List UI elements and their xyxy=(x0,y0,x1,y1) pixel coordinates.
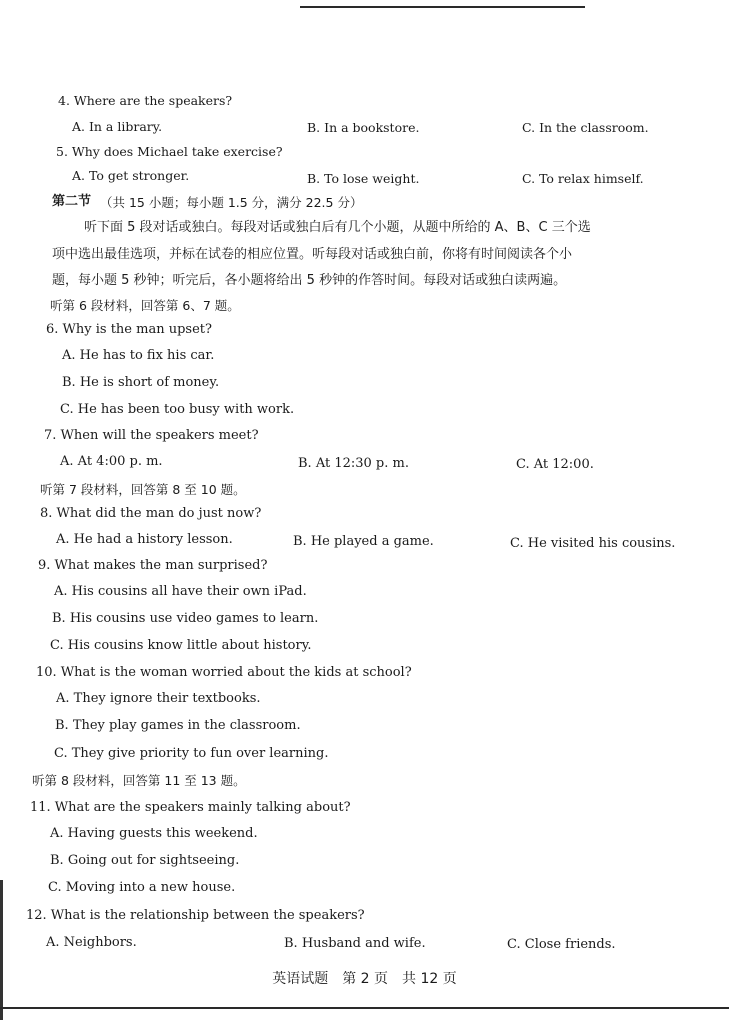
question-4-option-b: B. In a bookstore. xyxy=(307,120,420,135)
question-12-stem: 12. What is the relationship between the speakers? xyxy=(26,908,365,923)
question-9-option-a: A. His cousins all have their own iPad. xyxy=(54,584,307,599)
question-5-option-c: C. To relax himself. xyxy=(522,171,644,186)
question-5-option-b: B. To lose weight. xyxy=(307,171,420,186)
question-6-stem: 6. Why is the man upset? xyxy=(46,322,212,337)
question-7-stem: 7. When will the speakers meet? xyxy=(44,428,259,443)
question-10-option-b: B. They play games in the classroom. xyxy=(55,718,301,733)
question-6-option-b: B. He is short of money. xyxy=(62,375,220,390)
question-11-option-a: A. Having guests this weekend. xyxy=(50,826,258,841)
question-8-option-a: A. He had a history lesson. xyxy=(56,532,233,547)
question-8-stem: 8. What did the man do just now? xyxy=(40,506,262,521)
question-10-stem: 10. What is the woman worried about the kids at school? xyxy=(36,665,412,680)
section-2-instructions xyxy=(52,215,688,295)
question-11-option-c: C. Moving into a new house. xyxy=(48,880,236,895)
question-10-option-c: C. They give priority to fun over learning. xyxy=(54,746,329,761)
instructions-line-1: 听下面 5 段对话或独白。每段对话或独白后有几个小题，从题中所给的 A、B、C 三个选 xyxy=(84,220,591,235)
bottom-rule xyxy=(0,1007,729,1009)
section-2-info: （共 15 小题；每小题 1.5 分，满分 22.5 分） xyxy=(100,195,363,210)
question-9-option-b: B. His cousins use video games to learn. xyxy=(52,611,319,626)
question-5-option-a: A. To get stronger. xyxy=(72,168,190,183)
section-2-title: 第二节 xyxy=(52,194,92,209)
question-6-option-c: C. He has been too busy with work. xyxy=(60,402,295,417)
question-12-option-c: C. Close friends. xyxy=(507,937,616,952)
instructions-line-2: 项中选出最佳选项，并标在试卷的相应位置。听每段对话或独白前，你将有时间阅读各个小 xyxy=(52,246,573,262)
instructions-line-3: 题，每小题 5 秒钟；听完后，各小题将给出 5 秒钟的作答时间。每段对话或独白读两遍。 xyxy=(52,273,567,288)
question-10-option-a: A. They ignore their textbooks. xyxy=(56,691,261,706)
page-footer: 英语试题 第 2 页 共 12 页 xyxy=(272,971,457,987)
question-11-option-b: B. Going out for sightseeing. xyxy=(50,853,240,868)
top-rule xyxy=(300,6,585,8)
material-8-heading: 听第 8 段材料，回答第 11 至 13 题。 xyxy=(32,773,246,788)
question-9-stem: 9. What makes the man surprised? xyxy=(38,558,268,573)
question-7-option-b: B. At 12:30 p. m. xyxy=(298,456,409,471)
scan-edge-shadow xyxy=(0,880,3,1020)
question-4-option-c: C. In the classroom. xyxy=(522,120,649,135)
material-6-heading: 听第 6 段材料，回答第 6、7 题。 xyxy=(50,298,240,313)
question-12-option-a: A. Neighbors. xyxy=(46,935,137,950)
question-8-option-c: C. He visited his cousins. xyxy=(510,536,676,551)
question-4-option-a: A. In a library. xyxy=(72,119,163,134)
question-8-option-b: B. He played a game. xyxy=(293,534,434,549)
question-7-option-a: A. At 4:00 p. m. xyxy=(60,454,163,469)
question-4-stem: 4. Where are the speakers? xyxy=(58,93,233,108)
question-11-stem: 11. What are the speakers mainly talking about? xyxy=(30,800,351,815)
question-6-option-a: A. He has to fix his car. xyxy=(62,348,215,363)
question-12-option-b: B. Husband and wife. xyxy=(284,936,426,951)
material-7-heading: 听第 7 段材料，回答第 8 至 10 题。 xyxy=(40,482,246,497)
question-9-option-c: C. His cousins know little about history. xyxy=(50,638,312,653)
question-7-option-c: C. At 12:00. xyxy=(516,457,594,472)
question-5-stem: 5. Why does Michael take exercise? xyxy=(56,144,283,159)
